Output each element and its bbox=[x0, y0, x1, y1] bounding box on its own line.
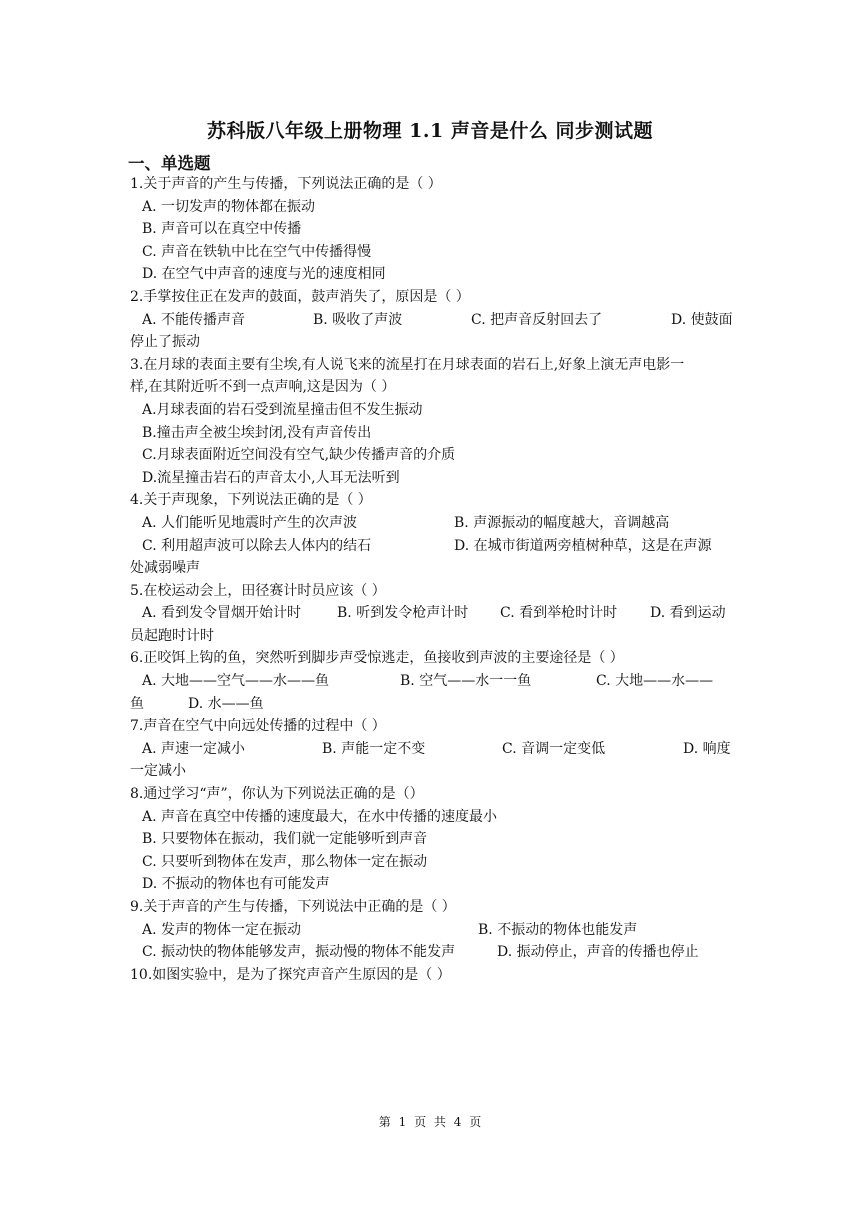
question-8-option-a: A. 声音在真空中传播的速度最大，在水中传播的速度最小 bbox=[142, 808, 498, 825]
question-6-option-c-cont: 鱼 bbox=[130, 695, 144, 712]
question-6-option-a: A. 大地——空气——水——鱼 bbox=[142, 673, 330, 690]
question-4-stem: 4.关于声现象，下列说法正确的是（ ） bbox=[130, 492, 372, 509]
question-9-options-cd bbox=[130, 941, 735, 964]
question-3-stem-line2: 样,在其附近听不到一点声响,这是因为（ ） bbox=[130, 379, 396, 396]
question-3-option-d: D.流星撞击岩石的声音太小,人耳无法听到 bbox=[142, 469, 400, 486]
question-7-option-b: B. 声能一定不变 bbox=[322, 740, 426, 757]
question-6-wrap-row bbox=[130, 693, 735, 716]
question-1-stem: 1.关于声音的产生与传播，下列说法正确的是（ ） bbox=[130, 176, 442, 192]
question-list bbox=[130, 173, 735, 986]
question-3-stem-line1: 3.在月球的表面主要有尘埃,有人说飞来的流星打在月球表面的岩石上,好象上演无声电影一 bbox=[130, 356, 685, 373]
question-4-options-ab bbox=[130, 512, 735, 535]
question-2-option-d: D. 使鼓面 bbox=[671, 311, 733, 328]
question-7-option-a: A. 声速一定减小 bbox=[142, 740, 246, 757]
question-7-options bbox=[130, 738, 735, 761]
question-5-options bbox=[130, 602, 735, 625]
question-4-option-a: A. 人们能听见地震时产生的次声波 bbox=[142, 514, 358, 531]
question-5-stem: 5.在校运动会上，田径赛计时员应该（ ） bbox=[130, 582, 386, 599]
question-5-option-d: D. 看到运动 bbox=[650, 605, 726, 622]
question-8-stem: 8.通过学习“声”，你认为下列说法正确的是（） bbox=[130, 786, 424, 803]
question-3-option-c: C.月球表面附近空间没有空气,缺少传播声音的介质 bbox=[142, 447, 456, 464]
page-title: 苏科版八年级上册物理 1.1 声音是什么 同步测试题 bbox=[207, 120, 653, 142]
question-9-option-d: D. 振动停止，声音的传播也停止 bbox=[497, 944, 699, 961]
question-8-option-b: B. 只要物体在振动，我们就一定能够听到声音 bbox=[142, 831, 428, 848]
question-4-option-d-cont: 处减弱噪声 bbox=[130, 560, 200, 577]
question-4-option-c: C. 利用超声波可以除去人体内的结石 bbox=[142, 537, 372, 554]
question-2-options bbox=[130, 309, 735, 332]
question-7-option-d-cont: 一定减小 bbox=[130, 763, 186, 780]
question-5-option-b: B. 听到发令枪声计时 bbox=[337, 605, 469, 622]
question-6-stem: 6.正咬饵上钩的鱼，突然听到脚步声受惊逃走，鱼接收到声波的主要途径是（ ） bbox=[130, 650, 624, 667]
question-7-stem: 7.声音在空气中向远处传播的过程中（ ） bbox=[130, 718, 386, 735]
page-footer bbox=[0, 1113, 860, 1130]
question-2-option-b: B. 吸收了声波 bbox=[313, 311, 403, 328]
section-heading: 一、单选题 bbox=[128, 154, 211, 173]
question-2-option-a: A. 不能传播声音 bbox=[142, 311, 246, 328]
question-6-option-d: D. 水——鱼 bbox=[188, 695, 264, 712]
footer-page-number: 1 bbox=[398, 1115, 407, 1129]
question-2-option-c: C. 把声音反射回去了 bbox=[471, 311, 603, 328]
question-1-option-d: D. 在空气中声音的速度与光的速度相同 bbox=[142, 266, 386, 283]
question-9-option-b: B. 不振动的物体也能发声 bbox=[478, 921, 638, 938]
question-2-option-d-cont: 停止了振动 bbox=[130, 334, 200, 351]
question-4-options-cd bbox=[130, 535, 735, 558]
question-3-option-b: B.撞击声全被尘埃封闭,没有声音传出 bbox=[142, 424, 372, 441]
question-5-option-d-cont: 员起跑时计时 bbox=[130, 627, 214, 644]
question-6-option-b: B. 空气——水一一鱼 bbox=[400, 673, 532, 690]
question-5-option-c: C. 看到举枪时计时 bbox=[500, 605, 618, 622]
question-5-option-a: A. 看到发令冒烟开始计时 bbox=[142, 605, 302, 622]
question-8-option-c: C. 只要听到物体在发声，那么物体一定在振动 bbox=[142, 853, 428, 870]
footer-ye: 页 bbox=[414, 1115, 427, 1129]
question-9-options-ab bbox=[130, 919, 735, 942]
question-9-stem: 9.关于声音的产生与传播，下列说法中正确的是（ ） bbox=[130, 899, 456, 915]
question-1-option-b: B. 声音可以在真空中传播 bbox=[142, 221, 302, 238]
question-7-option-c: C. 音调一定变低 bbox=[502, 740, 606, 757]
footer-total-pages: 4 bbox=[453, 1115, 462, 1129]
footer-ye-2: 页 bbox=[469, 1115, 482, 1129]
question-6-options bbox=[130, 670, 735, 693]
question-7-option-d: D. 响度 bbox=[683, 740, 731, 757]
question-2-stem: 2.手掌按住正在发声的鼓面，鼓声消失了，原因是（ ） bbox=[130, 288, 470, 305]
question-10-stem: 10.如图实验中，是为了探究声音产生原因的是（ ） bbox=[130, 966, 451, 983]
question-8-option-d: D. 不振动的物体也有可能发声 bbox=[142, 876, 330, 893]
question-4-option-d: D. 在城市街道两旁植树种草，这是在声源 bbox=[454, 537, 712, 554]
question-6-option-c: C. 大地——水—— bbox=[596, 673, 714, 690]
footer-gong: 共 bbox=[433, 1115, 446, 1129]
question-1-option-c: C. 声音在铁轨中比在空气中传播得慢 bbox=[142, 243, 372, 260]
question-9-option-a: A. 发声的物体一定在振动 bbox=[142, 921, 302, 938]
question-9-option-c: C. 振动快的物体能够发声，振动慢的物体不能发声 bbox=[142, 944, 456, 961]
footer-di: 第 bbox=[378, 1115, 391, 1129]
question-1-option-a: A. 一切发声的物体都在振动 bbox=[142, 198, 316, 215]
question-3-option-a: A.月球表面的岩石受到流星撞击但不发生振动 bbox=[142, 401, 423, 418]
question-4-option-b: B. 声源振动的幅度越大，音调越高 bbox=[454, 514, 670, 531]
